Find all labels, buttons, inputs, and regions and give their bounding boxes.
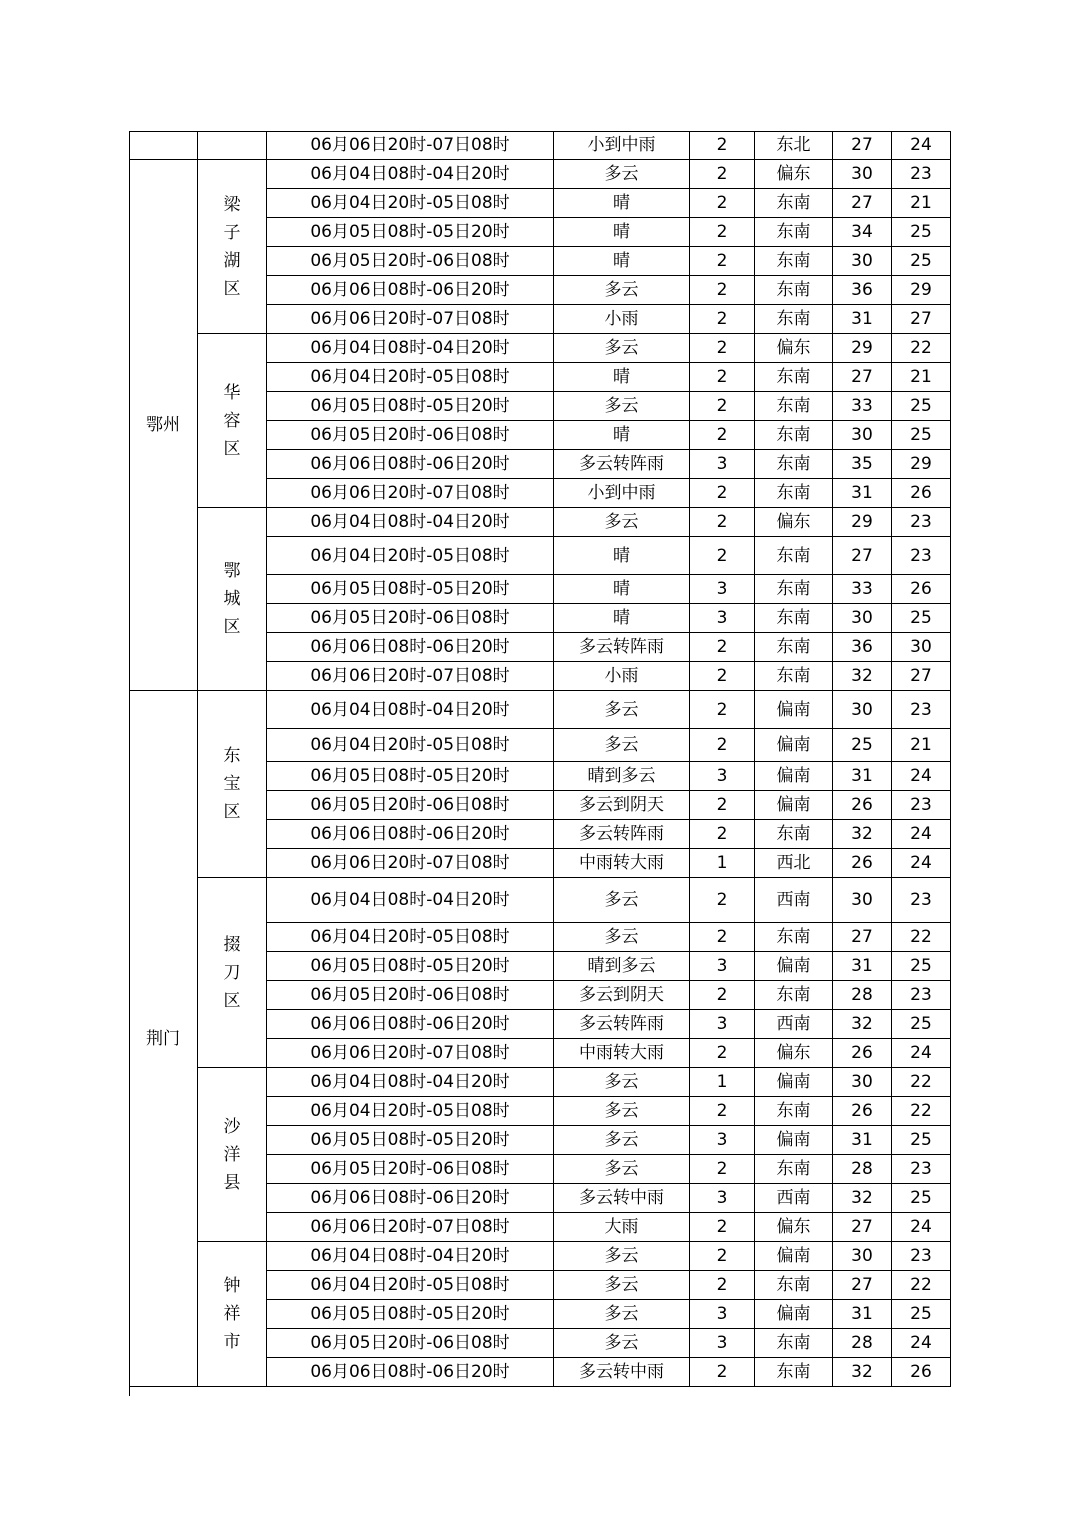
wind-direction-cell: 东南 <box>755 604 833 633</box>
weather-cell: 晴 <box>554 363 690 392</box>
wind-level-cell: 2 <box>690 1213 755 1242</box>
max-temp-cell: 36 <box>833 633 892 662</box>
wind-level-cell: 2 <box>690 305 755 334</box>
wind-direction-cell: 东南 <box>755 392 833 421</box>
wind-level-cell: 2 <box>690 1358 755 1387</box>
weather-cell: 小雨 <box>554 305 690 334</box>
min-temp-cell: 23 <box>892 508 951 537</box>
wind-level-cell: 3 <box>690 604 755 633</box>
period-cell: 06月06日08时-06日20时 <box>267 1358 554 1387</box>
wind-direction-cell: 偏南 <box>755 1126 833 1155</box>
wind-level-cell: 2 <box>690 131 755 160</box>
period-cell: 06月04日20时-05日08时 <box>267 1271 554 1300</box>
min-temp-cell: 21 <box>892 189 951 218</box>
district-cell: 掇刀区 <box>198 878 267 1068</box>
weather-cell: 多云转中雨 <box>554 1358 690 1387</box>
weather-cell: 晴到多云 <box>554 762 690 791</box>
wind-direction-cell: 偏东 <box>755 508 833 537</box>
period-cell: 06月04日08时-04日20时 <box>267 691 554 729</box>
city-cell: 鄂州 <box>129 160 198 691</box>
weather-cell: 多云 <box>554 160 690 189</box>
min-temp-cell: 24 <box>892 1329 951 1358</box>
max-temp-cell: 28 <box>833 981 892 1010</box>
wind-level-cell: 2 <box>690 421 755 450</box>
wind-level-cell: 2 <box>690 1271 755 1300</box>
max-temp-cell: 26 <box>833 849 892 878</box>
wind-level-cell: 2 <box>690 1039 755 1068</box>
period-cell: 06月05日08时-05日20时 <box>267 952 554 981</box>
weather-cell: 晴 <box>554 421 690 450</box>
district-cell: 梁子湖区 <box>198 160 267 334</box>
period-cell: 06月04日20时-05日08时 <box>267 1097 554 1126</box>
wind-direction-cell: 西南 <box>755 1010 833 1039</box>
min-temp-cell: 23 <box>892 1242 951 1271</box>
wind-direction-cell: 东南 <box>755 1358 833 1387</box>
weather-cell: 多云 <box>554 276 690 305</box>
wind-direction-cell: 东南 <box>755 247 833 276</box>
max-temp-cell: 30 <box>833 421 892 450</box>
period-cell: 06月04日20时-05日08时 <box>267 189 554 218</box>
district-cell <box>198 131 267 160</box>
weather-cell: 晴 <box>554 537 690 575</box>
weather-cell: 晴 <box>554 189 690 218</box>
wind-level-cell: 2 <box>690 729 755 762</box>
wind-direction-cell: 西北 <box>755 849 833 878</box>
wind-direction-cell: 东南 <box>755 363 833 392</box>
wind-level-cell: 1 <box>690 849 755 878</box>
wind-direction-cell: 东南 <box>755 1329 833 1358</box>
city-cell <box>129 131 198 160</box>
weather-cell: 多云到阴天 <box>554 791 690 820</box>
wind-direction-cell: 西南 <box>755 1184 833 1213</box>
min-temp-cell: 22 <box>892 334 951 363</box>
weather-cell: 多云转阵雨 <box>554 633 690 662</box>
period-cell: 06月04日08时-04日20时 <box>267 160 554 189</box>
wind-level-cell: 3 <box>690 1126 755 1155</box>
max-temp-cell: 34 <box>833 218 892 247</box>
wind-level-cell: 2 <box>690 218 755 247</box>
wind-level-cell: 2 <box>690 1097 755 1126</box>
max-temp-cell: 30 <box>833 1242 892 1271</box>
period-cell: 06月04日20时-05日08时 <box>267 923 554 952</box>
weather-cell: 晴 <box>554 604 690 633</box>
max-temp-cell: 31 <box>833 762 892 791</box>
max-temp-cell: 30 <box>833 691 892 729</box>
max-temp-cell: 26 <box>833 1097 892 1126</box>
min-temp-cell: 22 <box>892 923 951 952</box>
weather-cell: 多云 <box>554 878 690 923</box>
weather-cell: 多云 <box>554 923 690 952</box>
wind-level-cell: 2 <box>690 189 755 218</box>
max-temp-cell: 27 <box>833 537 892 575</box>
period-cell: 06月04日08时-04日20时 <box>267 1068 554 1097</box>
wind-direction-cell: 偏东 <box>755 1213 833 1242</box>
weather-cell: 晴 <box>554 247 690 276</box>
wind-level-cell: 3 <box>690 1329 755 1358</box>
max-temp-cell: 27 <box>833 131 892 160</box>
min-temp-cell: 24 <box>892 762 951 791</box>
max-temp-cell: 30 <box>833 878 892 923</box>
wind-direction-cell: 东南 <box>755 450 833 479</box>
weather-cell: 多云 <box>554 1068 690 1097</box>
min-temp-cell: 24 <box>892 849 951 878</box>
min-temp-cell: 27 <box>892 662 951 691</box>
weather-cell: 多云转中雨 <box>554 1184 690 1213</box>
wind-direction-cell: 偏南 <box>755 1242 833 1271</box>
wind-direction-cell: 东南 <box>755 1271 833 1300</box>
wind-direction-cell: 偏南 <box>755 791 833 820</box>
min-temp-cell: 23 <box>892 981 951 1010</box>
wind-level-cell: 2 <box>690 791 755 820</box>
period-cell: 06月06日20时-07日08时 <box>267 849 554 878</box>
period-cell: 06月05日08时-05日20时 <box>267 762 554 791</box>
period-cell: 06月06日08时-06日20时 <box>267 276 554 305</box>
min-temp-cell: 24 <box>892 1213 951 1242</box>
weather-cell: 多云 <box>554 334 690 363</box>
max-temp-cell: 32 <box>833 662 892 691</box>
wind-level-cell: 2 <box>690 334 755 363</box>
period-cell: 06月05日08时-05日20时 <box>267 575 554 604</box>
period-cell: 06月06日08时-06日20时 <box>267 1184 554 1213</box>
max-temp-cell: 25 <box>833 729 892 762</box>
period-cell: 06月06日08时-06日20时 <box>267 450 554 479</box>
wind-level-cell: 3 <box>690 1300 755 1329</box>
weather-cell: 多云到阴天 <box>554 981 690 1010</box>
period-cell: 06月05日20时-06日08时 <box>267 791 554 820</box>
min-temp-cell: 22 <box>892 1068 951 1097</box>
wind-level-cell: 2 <box>690 662 755 691</box>
wind-direction-cell: 偏南 <box>755 762 833 791</box>
period-cell: 06月04日20时-05日08时 <box>267 537 554 575</box>
wind-level-cell: 2 <box>690 508 755 537</box>
wind-direction-cell: 东南 <box>755 421 833 450</box>
wind-direction-cell: 偏东 <box>755 334 833 363</box>
weather-cell: 小到中雨 <box>554 131 690 160</box>
min-temp-cell: 23 <box>892 791 951 820</box>
min-temp-cell: 25 <box>892 1010 951 1039</box>
wind-level-cell: 3 <box>690 1010 755 1039</box>
weather-cell: 中雨转大雨 <box>554 849 690 878</box>
max-temp-cell: 32 <box>833 1184 892 1213</box>
max-temp-cell: 36 <box>833 276 892 305</box>
max-temp-cell: 31 <box>833 305 892 334</box>
wind-direction-cell: 东南 <box>755 218 833 247</box>
max-temp-cell: 32 <box>833 1358 892 1387</box>
min-temp-cell: 25 <box>892 218 951 247</box>
period-cell: 06月06日20时-07日08时 <box>267 1039 554 1068</box>
weather-cell: 大雨 <box>554 1213 690 1242</box>
district-cell: 鄂城区 <box>198 508 267 691</box>
weather-cell: 多云转阵雨 <box>554 450 690 479</box>
weather-cell: 小雨 <box>554 662 690 691</box>
weather-cell: 多云转阵雨 <box>554 1010 690 1039</box>
min-temp-cell: 24 <box>892 131 951 160</box>
wind-direction-cell: 东南 <box>755 479 833 508</box>
max-temp-cell: 31 <box>833 952 892 981</box>
period-cell: 06月05日20时-06日08时 <box>267 1155 554 1184</box>
max-temp-cell: 32 <box>833 820 892 849</box>
district-cell: 华容区 <box>198 334 267 508</box>
max-temp-cell: 28 <box>833 1155 892 1184</box>
min-temp-cell: 22 <box>892 1271 951 1300</box>
max-temp-cell: 27 <box>833 1213 892 1242</box>
wind-direction-cell: 东南 <box>755 981 833 1010</box>
period-cell: 06月06日08时-06日20时 <box>267 820 554 849</box>
wind-level-cell: 2 <box>690 247 755 276</box>
wind-level-cell: 2 <box>690 479 755 508</box>
max-temp-cell: 27 <box>833 1271 892 1300</box>
wind-direction-cell: 偏东 <box>755 1039 833 1068</box>
wind-level-cell: 3 <box>690 450 755 479</box>
max-temp-cell: 30 <box>833 160 892 189</box>
period-cell: 06月04日20时-05日08时 <box>267 363 554 392</box>
wind-direction-cell: 东南 <box>755 923 833 952</box>
max-temp-cell: 33 <box>833 392 892 421</box>
wind-level-cell: 2 <box>690 160 755 189</box>
min-temp-cell: 25 <box>892 392 951 421</box>
period-cell: 06月05日08时-05日20时 <box>267 392 554 421</box>
min-temp-cell: 21 <box>892 363 951 392</box>
max-temp-cell: 31 <box>833 1300 892 1329</box>
min-temp-cell: 25 <box>892 1126 951 1155</box>
min-temp-cell: 26 <box>892 1358 951 1387</box>
period-cell: 06月04日20时-05日08时 <box>267 729 554 762</box>
wind-level-cell: 2 <box>690 820 755 849</box>
period-cell: 06月06日20时-07日08时 <box>267 131 554 160</box>
district-cell: 东宝区 <box>198 691 267 878</box>
min-temp-cell: 29 <box>892 450 951 479</box>
weather-cell: 中雨转大雨 <box>554 1039 690 1068</box>
min-temp-cell: 21 <box>892 729 951 762</box>
wind-level-cell: 2 <box>690 633 755 662</box>
period-cell: 06月06日20时-07日08时 <box>267 305 554 334</box>
weather-cell: 多云 <box>554 508 690 537</box>
city-cell: 荆门 <box>129 691 198 1387</box>
wind-direction-cell: 东南 <box>755 537 833 575</box>
min-temp-cell: 23 <box>892 160 951 189</box>
min-temp-cell: 26 <box>892 479 951 508</box>
min-temp-cell: 23 <box>892 691 951 729</box>
wind-level-cell: 2 <box>690 878 755 923</box>
wind-direction-cell: 东南 <box>755 1097 833 1126</box>
wind-direction-cell: 偏南 <box>755 952 833 981</box>
weather-cell: 多云 <box>554 729 690 762</box>
max-temp-cell: 30 <box>833 1068 892 1097</box>
period-cell: 06月06日20时-07日08时 <box>267 479 554 508</box>
max-temp-cell: 35 <box>833 450 892 479</box>
min-temp-cell: 24 <box>892 820 951 849</box>
min-temp-cell: 22 <box>892 1097 951 1126</box>
min-temp-cell: 25 <box>892 247 951 276</box>
max-temp-cell: 30 <box>833 604 892 633</box>
max-temp-cell: 27 <box>833 923 892 952</box>
period-cell: 06月06日20时-07日08时 <box>267 1213 554 1242</box>
weather-cell: 晴到多云 <box>554 952 690 981</box>
period-cell: 06月06日08时-06日20时 <box>267 1010 554 1039</box>
min-temp-cell: 23 <box>892 878 951 923</box>
min-temp-cell: 23 <box>892 537 951 575</box>
forecast-table <box>129 131 951 1396</box>
max-temp-cell: 31 <box>833 1126 892 1155</box>
wind-level-cell: 2 <box>690 1242 755 1271</box>
period-cell: 06月05日08时-05日20时 <box>267 218 554 247</box>
wind-direction-cell: 偏南 <box>755 691 833 729</box>
max-temp-cell: 28 <box>833 1329 892 1358</box>
wind-direction-cell: 东南 <box>755 662 833 691</box>
wind-direction-cell: 东南 <box>755 276 833 305</box>
min-temp-cell: 23 <box>892 1155 951 1184</box>
period-cell: 06月04日08时-04日20时 <box>267 878 554 923</box>
weather-cell: 多云 <box>554 1242 690 1271</box>
period-cell: 06月05日20时-06日08时 <box>267 247 554 276</box>
wind-level-cell: 1 <box>690 1068 755 1097</box>
min-temp-cell: 26 <box>892 575 951 604</box>
wind-direction-cell: 东南 <box>755 305 833 334</box>
wind-level-cell: 2 <box>690 363 755 392</box>
min-temp-cell: 27 <box>892 305 951 334</box>
weather-cell: 晴 <box>554 575 690 604</box>
period-cell: 06月05日20时-06日08时 <box>267 1329 554 1358</box>
wind-level-cell: 3 <box>690 762 755 791</box>
weather-cell: 多云 <box>554 1329 690 1358</box>
max-temp-cell: 26 <box>833 791 892 820</box>
wind-direction-cell: 西南 <box>755 878 833 923</box>
wind-direction-cell: 东南 <box>755 633 833 662</box>
weather-cell: 多云转阵雨 <box>554 820 690 849</box>
wind-direction-cell: 东南 <box>755 189 833 218</box>
wind-level-cell: 2 <box>690 537 755 575</box>
period-cell: 06月05日08时-05日20时 <box>267 1126 554 1155</box>
district-cell: 钟祥市 <box>198 1242 267 1387</box>
weather-cell: 多云 <box>554 1097 690 1126</box>
weather-cell: 多云 <box>554 691 690 729</box>
wind-level-cell: 2 <box>690 1155 755 1184</box>
min-temp-cell: 24 <box>892 1039 951 1068</box>
wind-level-cell: 2 <box>690 392 755 421</box>
wind-level-cell: 2 <box>690 923 755 952</box>
wind-direction-cell: 东北 <box>755 131 833 160</box>
wind-direction-cell: 东南 <box>755 820 833 849</box>
district-cell: 沙洋县 <box>198 1068 267 1242</box>
min-temp-cell: 25 <box>892 604 951 633</box>
wind-direction-cell: 偏南 <box>755 1300 833 1329</box>
max-temp-cell: 32 <box>833 1010 892 1039</box>
max-temp-cell: 33 <box>833 575 892 604</box>
max-temp-cell: 29 <box>833 334 892 363</box>
max-temp-cell: 29 <box>833 508 892 537</box>
weather-cell: 小到中雨 <box>554 479 690 508</box>
weather-cell: 多云 <box>554 1271 690 1300</box>
weather-cell: 多云 <box>554 1155 690 1184</box>
max-temp-cell: 30 <box>833 247 892 276</box>
period-cell: 06月06日20时-07日08时 <box>267 662 554 691</box>
period-cell: 06月05日20时-06日08时 <box>267 604 554 633</box>
min-temp-cell: 25 <box>892 952 951 981</box>
wind-level-cell: 2 <box>690 276 755 305</box>
wind-direction-cell: 偏南 <box>755 729 833 762</box>
max-temp-cell: 26 <box>833 1039 892 1068</box>
min-temp-cell: 25 <box>892 1184 951 1213</box>
period-cell: 06月05日20时-06日08时 <box>267 981 554 1010</box>
period-cell: 06月06日08时-06日20时 <box>267 633 554 662</box>
wind-direction-cell: 东南 <box>755 1155 833 1184</box>
min-temp-cell: 25 <box>892 1300 951 1329</box>
min-temp-cell: 30 <box>892 633 951 662</box>
weather-cell: 多云 <box>554 392 690 421</box>
max-temp-cell: 27 <box>833 189 892 218</box>
wind-direction-cell: 东南 <box>755 575 833 604</box>
period-cell: 06月04日08时-04日20时 <box>267 1242 554 1271</box>
min-temp-cell: 25 <box>892 421 951 450</box>
period-cell: 06月04日08时-04日20时 <box>267 334 554 363</box>
wind-direction-cell: 偏东 <box>755 160 833 189</box>
min-temp-cell: 29 <box>892 276 951 305</box>
wind-level-cell: 3 <box>690 575 755 604</box>
wind-level-cell: 2 <box>690 691 755 729</box>
weather-cell: 晴 <box>554 218 690 247</box>
max-temp-cell: 31 <box>833 479 892 508</box>
wind-level-cell: 2 <box>690 981 755 1010</box>
max-temp-cell: 27 <box>833 363 892 392</box>
period-cell: 06月04日08时-04日20时 <box>267 508 554 537</box>
weather-cell: 多云 <box>554 1126 690 1155</box>
wind-level-cell: 3 <box>690 1184 755 1213</box>
period-cell: 06月05日20时-06日08时 <box>267 421 554 450</box>
weather-cell: 多云 <box>554 1300 690 1329</box>
wind-level-cell: 3 <box>690 952 755 981</box>
wind-direction-cell: 偏南 <box>755 1068 833 1097</box>
period-cell: 06月05日08时-05日20时 <box>267 1300 554 1329</box>
